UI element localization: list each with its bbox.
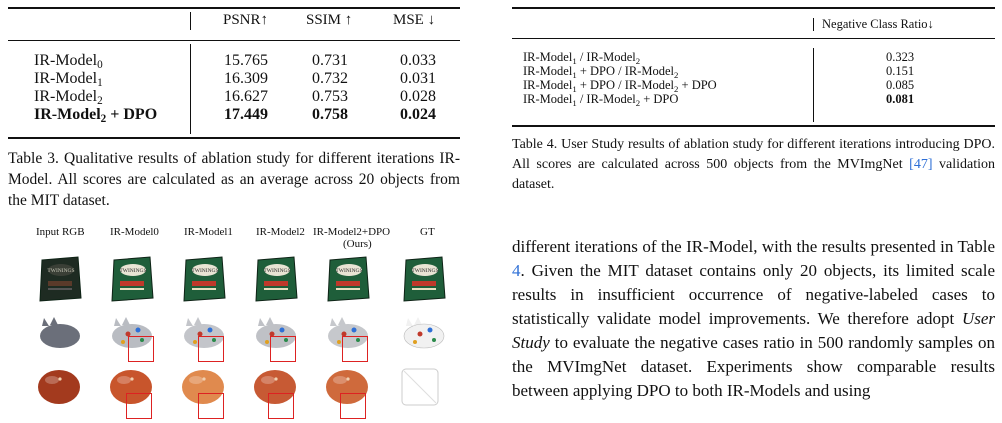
zoom-highlight-box (340, 393, 366, 419)
cat-figurine-icon (36, 312, 84, 352)
row-label-b-subscript: 2 (635, 56, 641, 66)
table4-header-ratio: Negative Class Ratio↓ (822, 17, 934, 31)
table3-body-divider (190, 44, 191, 134)
row-model-suffix: + DPO (106, 106, 158, 123)
table4-cell-ratio: 0.085 (886, 78, 915, 92)
table3-cell-psnr: 16.309 (224, 70, 268, 87)
tea-packet-brand: TWININGS (191, 268, 219, 274)
table3-top-rule (8, 7, 460, 9)
table4-row-label (523, 92, 678, 108)
table3-header-mse: MSE ↓ (393, 12, 436, 28)
figure-col-ours-note: (Ours) (343, 238, 372, 250)
tea-packet-brand: TWININGS (411, 268, 439, 274)
cat-figurine-icon (400, 312, 448, 352)
row-label-a-subscript: 1 (572, 98, 577, 108)
row-label-a: IR-Model (523, 78, 573, 92)
table3-cell-ssim: 0.731 (312, 52, 348, 69)
tea-packet-brand: TWININGS (263, 268, 291, 274)
row-label-a-subscript: 1 (572, 84, 577, 94)
table3-cell-ssim: 0.753 (312, 88, 348, 105)
table3-row-label (34, 106, 157, 125)
row-model-subscript: 1 (97, 77, 103, 89)
table4-cell-ratio: 0.323 (886, 50, 915, 64)
table3-cell-psnr: 16.627 (224, 88, 268, 105)
table3-cell-mse: 0.028 (400, 88, 436, 105)
row-label-a: IR-Model (523, 92, 573, 106)
table3-header-psnr: PSNR↑ (223, 12, 269, 28)
row-model-subscript: 2 (97, 95, 103, 107)
zoom-highlight-box (198, 336, 224, 362)
body-paragraph (512, 235, 995, 403)
tea-packet-image (324, 254, 372, 302)
table4-cell-ratio: 0.151 (886, 64, 915, 78)
table3-cell-psnr: 17.449 (224, 106, 268, 123)
table3-bottom-rule (8, 137, 460, 139)
body-text-2: . Given the MIT dataset contains only 20 objects, its limited scale results in insufficient occurrence of negative-labeled cases to statistically validate model improvements. We therefore adopt (512, 261, 995, 328)
zoom-highlight-box (268, 393, 294, 419)
table4-body-divider (813, 48, 814, 122)
row-label-mid: / IR-Model (576, 50, 636, 64)
table4-header-divider (813, 18, 814, 31)
cat-figurine-image (36, 312, 84, 360)
table4-top-rule (512, 7, 995, 9)
table4-caption-citation[interactable]: [47] (909, 157, 933, 172)
zoom-highlight-box (128, 336, 154, 362)
row-label-b-subscript: 2 (674, 70, 679, 80)
tea-packet-brand: TWININGS (47, 268, 75, 274)
tea-packet-icon (252, 254, 300, 304)
table4-cell-ratio: 0.081 (886, 92, 915, 106)
table3-header-ssim: SSIM ↑ (306, 12, 353, 28)
tea-packet-image (36, 254, 84, 302)
tea-packet-icon (108, 254, 156, 304)
figure-col-ir-model2: IR-Model2 (256, 226, 305, 238)
figure-col-ir-model2-dpo: IR-Model2+DPO (313, 226, 391, 238)
row-label-b-subscript: 2 (635, 98, 641, 108)
row-model-name: IR-Model (34, 52, 98, 69)
table3-cell-ssim: 0.758 (312, 106, 348, 123)
figure-col-ir-model1: IR-Model1 (184, 226, 233, 238)
table3-cell-ssim: 0.732 (312, 70, 348, 87)
tea-packet-image (108, 254, 156, 302)
empty-gt-icon (400, 367, 440, 407)
body-emphasis: User Study (512, 309, 995, 352)
zoom-highlight-box (198, 393, 224, 419)
row-label-end: + DPO (678, 78, 717, 92)
row-label-a: IR-Model (523, 50, 573, 64)
row-label-mid: / IR-Model (576, 92, 636, 106)
tea-packet-image (400, 254, 448, 302)
figure-col-input-rgb: Input RGB (36, 226, 85, 238)
table3-cell-psnr: 15.765 (224, 52, 268, 69)
body-text-3: to evaluate the negative cases ratio in 500 randomly samples on the MVImgNet dataset. Experiments show comparable results between applying DPO to both IR-Models and using (512, 333, 995, 400)
red-ball-image (400, 367, 448, 415)
table3-cell-mse: 0.033 (400, 52, 436, 69)
row-model-name: IR-Model (34, 106, 101, 123)
figure-col-gt: GT (420, 226, 435, 238)
red-ball-icon (36, 367, 82, 407)
table4-caption-text: Table 4. User Study results of ablation study for different iterations introducing DPO. All scores are calculated across 500 objects from the MVImgNet (512, 137, 995, 172)
body-text-1: different iterations of the IR-Model, with the results presented in Table (512, 237, 995, 256)
tea-packet-image (252, 254, 300, 302)
zoom-highlight-box (342, 336, 368, 362)
table4-bottom-rule (512, 125, 995, 127)
figure-col-ir-model0: IR-Model0 (110, 226, 159, 238)
zoom-highlight-box (270, 336, 296, 362)
row-label-a-subscript: 1 (572, 70, 577, 80)
table3-cell-mse: 0.031 (400, 70, 436, 87)
table3-row-label (34, 88, 103, 107)
red-ball-image (36, 367, 84, 415)
table3-caption: Table 3. Qualitative results of ablation study for different iterations IR-Model. All scores are calculated as an average across 20 objects from the MIT dataset. (8, 150, 460, 209)
table3-row-label (34, 52, 103, 71)
tea-packet-icon (36, 254, 84, 304)
cat-figurine-image (400, 312, 448, 360)
row-model-subscript: 2 (100, 113, 107, 125)
table3-mid-rule (8, 40, 460, 41)
row-label-a: IR-Model (523, 64, 573, 78)
row-label-end: + DPO (640, 92, 679, 106)
table3-header-divider (190, 12, 191, 30)
tea-packet-icon (180, 254, 228, 304)
row-label-mid: + DPO / IR-Model (576, 78, 675, 92)
table4-caption (512, 135, 995, 195)
row-label-b-subscript: 2 (674, 84, 679, 94)
row-model-subscript: 0 (97, 59, 103, 71)
row-label-a-subscript: 1 (572, 56, 577, 66)
zoom-highlight-box (126, 393, 152, 419)
body-table-ref[interactable]: 4 (512, 261, 521, 280)
table3-cell-mse: 0.024 (400, 106, 436, 123)
tea-packet-image (180, 254, 228, 302)
tea-packet-brand: TWININGS (335, 268, 363, 274)
tea-packet-icon (324, 254, 372, 304)
table4-mid-rule (512, 38, 995, 39)
row-model-name: IR-Model (34, 70, 98, 87)
table4-caption-tail: validation dataset. (512, 157, 995, 192)
table3-row-label (34, 70, 103, 89)
row-label-mid: + DPO / IR-Model (576, 64, 675, 78)
tea-packet-icon (400, 254, 448, 304)
tea-packet-brand: TWININGS (119, 268, 147, 274)
row-model-name: IR-Model (34, 88, 98, 105)
